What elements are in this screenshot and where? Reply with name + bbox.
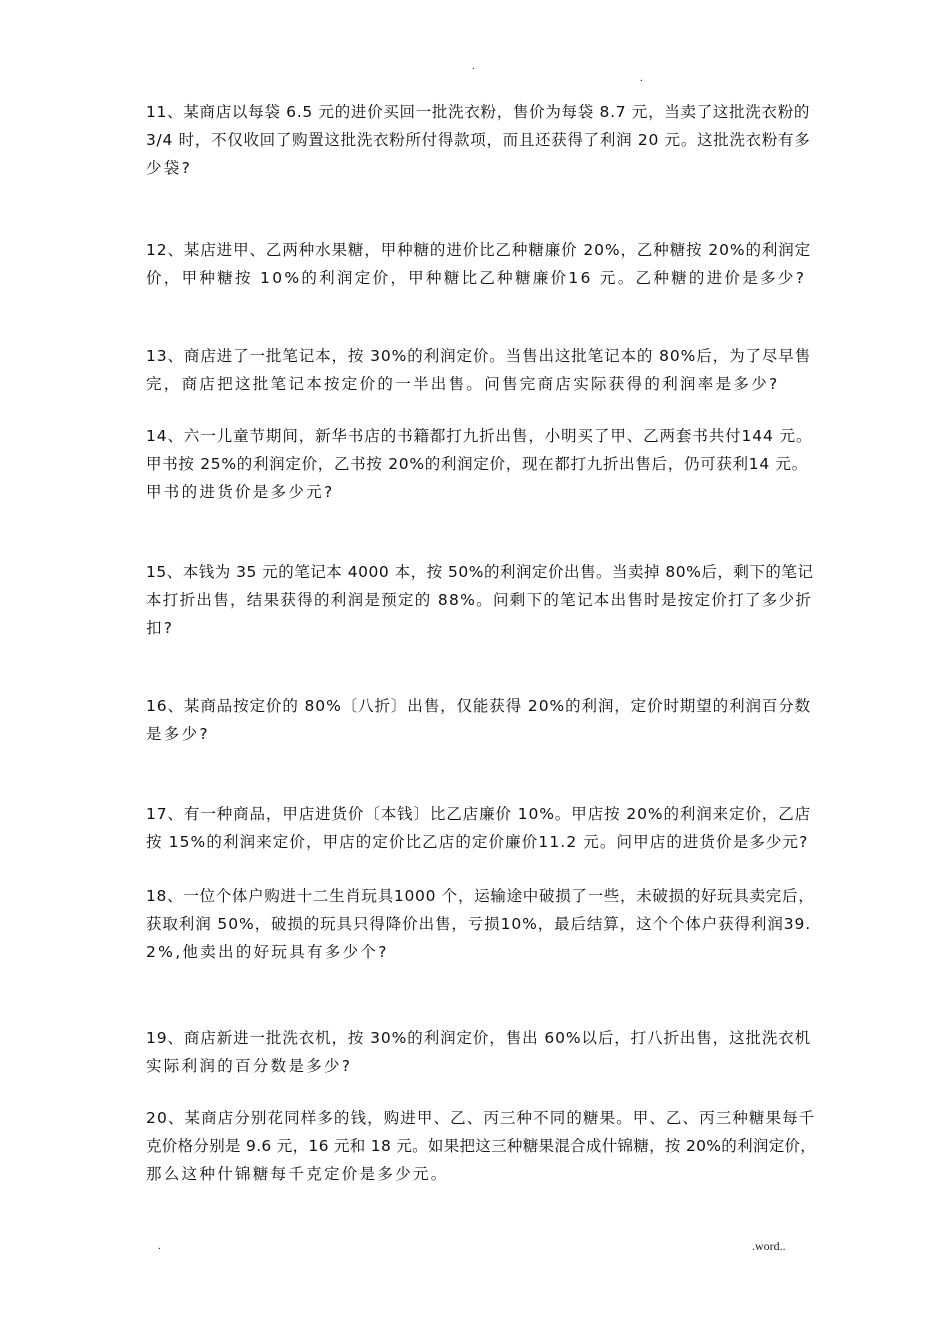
problem-line: 12、某店进甲、乙两种水果糖，甲种糖的进价比乙种糖廉价 20%，乙种糖按 20%的利润定: [146, 241, 812, 259]
header-dot-left: .: [472, 60, 475, 72]
footer-word: .word..: [752, 1239, 786, 1253]
problem-15: [146, 558, 816, 642]
footer-dot: .: [158, 1240, 161, 1252]
problem-line: 完，商店把这批笔记本按定价的一半出售。问售完商店实际获得的利润率是多少?: [146, 375, 780, 393]
problem-line: 20、某商店分别花同样多的钱，购进甲、乙、丙三种不同的糖果。甲、乙、丙三种糖果每千: [146, 1109, 816, 1127]
problem-line: 价，甲种糖按 10%的利润定价，甲种糖比乙种糖廉价16 元。乙种糖的进价是多少?: [146, 269, 807, 287]
problem-line: 14、六一儿童节期间，新华书店的书籍都打九折出售，小明买了甲、乙两套书共付144 元。: [146, 427, 813, 445]
problem-line: 是多少?: [146, 725, 210, 743]
problem-line: 获取利润 50%，破损的玩具只得降价出售，亏损10%，最后结算，这个个体户获得利润39.: [146, 915, 812, 933]
problem-line: 甲书按 25%的利润定价，乙书按 20%的利润定价，现在都打九折出售后，仍可获利14 元。: [146, 455, 808, 473]
problem-17: [146, 800, 816, 856]
problem-line: 扣?: [146, 619, 175, 637]
problem-line: 13、商店进了一批笔记本，按 30%的利润定价。当售出这批笔记本的 80%后，为了尽早售: [146, 347, 812, 365]
problem-12: [146, 236, 816, 292]
problem-18: [146, 882, 816, 966]
problem-line: 3/4 时，不仅收回了购置这批洗衣粉所付得款项，而且还获得了利润 20 元。这批洗衣粉有多: [146, 131, 811, 149]
problem-line: 18、一位个体户购进十二生肖玩具1000 个，运输途中破损了一些，未破损的好玩具卖完后，: [146, 887, 815, 905]
problem-line: 甲书的进货价是多少元?: [146, 483, 335, 501]
header-dot-right: .: [640, 72, 643, 84]
problem-13: [146, 342, 816, 398]
problem-line: 克价格分别是 9.6 元，16 元和 18 元。如果把这三种糖果混合成什锦糖，按 20%的利润定价，: [146, 1137, 817, 1155]
problem-line: 按 15%的利润来定价，甲店的定价比乙店的定价廉价11.2 元。问甲店的进货价是多少元?: [146, 833, 809, 851]
problem-line: 11、某商店以每袋 6.5 元的进价买回一批洗衣粉，售价为每袋 8.7 元，当卖了这批洗衣粉的: [146, 103, 811, 121]
problem-16: [146, 692, 816, 748]
problem-line: 少袋?: [146, 159, 193, 177]
problem-line: 本打折出售，结果获得的利润是预定的 88%。问剩下的笔记本出售时是按定价打了多少折: [146, 591, 813, 609]
problem-line: 2%,他卖出的好玩具有多少个?: [146, 943, 389, 961]
problem-20: [146, 1104, 816, 1188]
problem-line: 16、某商品按定价的 80%〔八折〕出售，仅能获得 20%的利润，定价时期望的利润百分数: [146, 697, 812, 715]
problem-line: 那么这种什锦糖每千克定价是多少元。: [146, 1165, 449, 1183]
problem-line: 17、有一种商品，甲店进货价〔本钱〕比乙店廉价 10%。甲店按 20%的利润来定价，乙店: [146, 805, 812, 823]
problem-line: 19、商店新进一批洗衣机，按 30%的利润定价，售出 60%以后，打八折出售，这批洗衣机: [146, 1029, 812, 1047]
problem-line: 15、本钱为 35 元的笔记本 4000 本，按 50%的利润定价出售。当卖掉 80%后，剩下的笔记: [146, 563, 814, 581]
problem-line: 实际利润的百分数是多少?: [146, 1057, 353, 1075]
problem-19: [146, 1024, 816, 1080]
problem-14: [146, 422, 816, 506]
problem-11: [146, 98, 816, 182]
